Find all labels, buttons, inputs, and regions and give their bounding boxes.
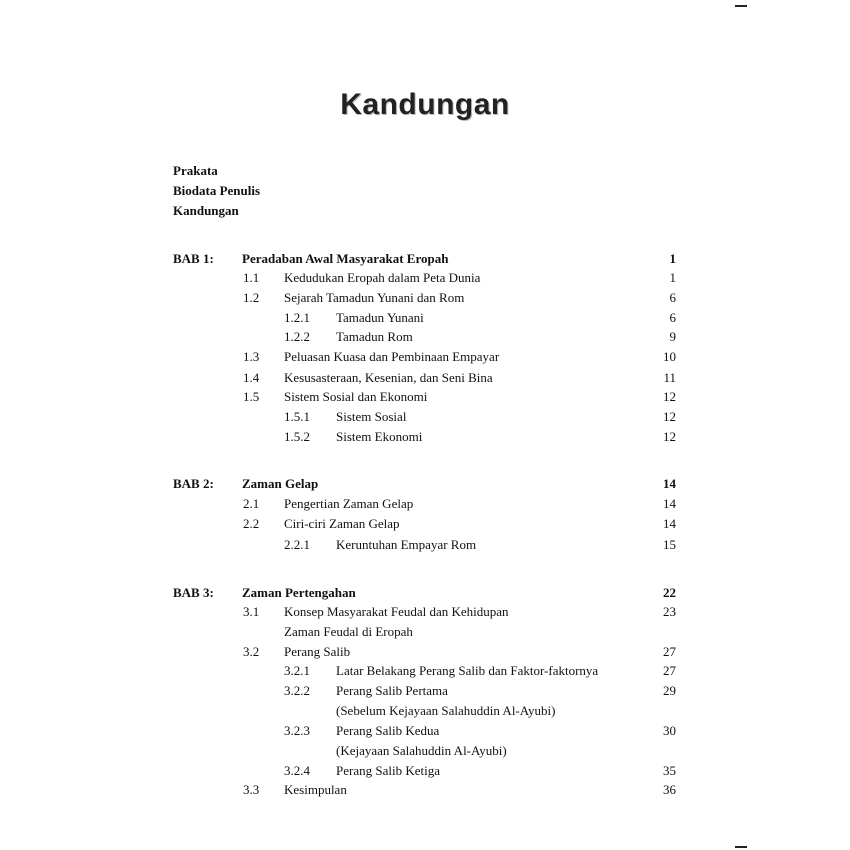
page-title: Kandungan bbox=[340, 88, 510, 121]
toc-title: Kesusasteraan, Kesenian, dan Seni Bina bbox=[284, 370, 493, 385]
toc-entry bbox=[0, 537, 850, 556]
toc-page-number: 9 bbox=[669, 329, 676, 344]
toc-entry bbox=[0, 290, 850, 309]
toc-title: Konsep Masyarakat Feudal dan Kehidupan bbox=[284, 604, 509, 619]
toc-entry bbox=[0, 624, 850, 643]
toc-number: 3.2 bbox=[243, 644, 260, 659]
toc-number: 1.3 bbox=[243, 349, 260, 364]
toc-number: 1.2.1 bbox=[284, 310, 310, 325]
toc-number: 1.5.2 bbox=[284, 429, 310, 444]
toc-title: Keruntuhan Empayar Rom bbox=[336, 537, 477, 552]
toc-entry bbox=[0, 585, 850, 604]
toc-title: Sistem Sosial bbox=[336, 409, 407, 424]
toc-title: Perang Salib Pertama bbox=[336, 683, 448, 698]
toc-page-number: 30 bbox=[663, 723, 676, 738]
toc-number: 3.3 bbox=[243, 782, 260, 797]
toc-entry bbox=[0, 409, 850, 428]
front-matter-item: Prakata bbox=[173, 163, 218, 178]
toc-title: Pengertian Zaman Gelap bbox=[284, 496, 414, 511]
toc-entry bbox=[0, 763, 850, 782]
toc-page-number: 6 bbox=[669, 290, 676, 305]
toc-title: Tamadun Yunani bbox=[336, 310, 424, 325]
toc-title: (Kejayaan Salahuddin Al-Ayubi) bbox=[336, 743, 507, 758]
crop-mark-top bbox=[735, 5, 747, 7]
toc-page-number: 36 bbox=[663, 782, 676, 797]
toc-entry bbox=[0, 329, 850, 348]
toc-entry bbox=[0, 782, 850, 801]
toc-page-number: 11 bbox=[663, 370, 676, 385]
toc-entry bbox=[0, 389, 850, 408]
toc-page-number: 27 bbox=[663, 663, 676, 678]
toc-title: Sistem Sosial dan Ekonomi bbox=[284, 389, 428, 404]
toc-page-number: 22 bbox=[663, 585, 676, 600]
toc-title: Zaman Feudal di Eropah bbox=[284, 624, 413, 639]
toc-number: 1.1 bbox=[243, 270, 260, 285]
toc-entry bbox=[0, 723, 850, 742]
toc-title: Zaman Pertengahan bbox=[242, 585, 356, 600]
toc-page-number: 14 bbox=[663, 516, 676, 531]
toc-title: Perang Salib Kedua bbox=[336, 723, 440, 738]
toc-title: Kesimpulan bbox=[284, 782, 347, 797]
toc-title: Latar Belakang Perang Salib dan Faktor-faktornya bbox=[336, 663, 599, 678]
toc-page-number: 14 bbox=[663, 476, 676, 491]
toc-title: Sistem Ekonomi bbox=[336, 429, 423, 444]
toc-page-number: 27 bbox=[663, 644, 676, 659]
toc-entry bbox=[0, 429, 850, 448]
crop-mark-bottom bbox=[735, 846, 747, 848]
toc-entry bbox=[0, 683, 850, 702]
toc-page-number: 29 bbox=[663, 683, 676, 698]
toc-title: Perang Salib bbox=[284, 644, 351, 659]
toc-number: 1.5.1 bbox=[284, 409, 310, 424]
toc-entry bbox=[0, 476, 850, 495]
toc-number: 3.2.4 bbox=[284, 763, 310, 778]
toc-number: 3.1 bbox=[243, 604, 260, 619]
toc-page-number: 12 bbox=[663, 429, 676, 444]
toc-page-number: 14 bbox=[663, 496, 676, 511]
toc-page-number: 15 bbox=[663, 537, 676, 552]
toc-page-number: 10 bbox=[663, 349, 676, 364]
toc-number: BAB 2: bbox=[173, 476, 214, 491]
front-matter-item: Kandungan bbox=[173, 203, 239, 218]
toc-title: Perang Salib Ketiga bbox=[336, 763, 440, 778]
toc-entry bbox=[0, 743, 850, 762]
toc-page-number: 1 bbox=[669, 251, 676, 266]
toc-number: 2.2 bbox=[243, 516, 260, 531]
toc-entry bbox=[0, 370, 850, 389]
toc-title: Zaman Gelap bbox=[242, 476, 319, 491]
toc-title: Kedudukan Eropah dalam Peta Dunia bbox=[284, 270, 481, 285]
toc-page-number: 6 bbox=[669, 310, 676, 325]
toc-page-number: 12 bbox=[663, 389, 676, 404]
toc-number: 3.2.1 bbox=[284, 663, 310, 678]
front-matter-item: Biodata Penulis bbox=[173, 183, 261, 198]
toc-entry bbox=[0, 496, 850, 515]
toc-number: BAB 3: bbox=[173, 585, 214, 600]
toc-title: Tamadun Rom bbox=[336, 329, 413, 344]
toc-page-number: 35 bbox=[663, 763, 676, 778]
toc-number: 1.5 bbox=[243, 389, 260, 404]
toc-number: 1.2.2 bbox=[284, 329, 310, 344]
toc-entry bbox=[0, 703, 850, 722]
toc-page-number: 12 bbox=[663, 409, 676, 424]
toc-entry bbox=[0, 349, 850, 368]
toc-title: Ciri-ciri Zaman Gelap bbox=[284, 516, 400, 531]
toc-number: BAB 1: bbox=[173, 251, 214, 266]
toc-entry bbox=[0, 251, 850, 270]
toc-title: Peradaban Awal Masyarakat Eropah bbox=[242, 251, 449, 266]
toc-entry bbox=[0, 516, 850, 535]
toc-number: 3.2.2 bbox=[284, 683, 310, 698]
toc-number: 2.2.1 bbox=[284, 537, 310, 552]
toc-title: Sejarah Tamadun Yunani dan Rom bbox=[284, 290, 465, 305]
toc-title: Peluasan Kuasa dan Pembinaan Empayar bbox=[284, 349, 500, 364]
toc-entry bbox=[0, 663, 850, 682]
toc-page-number: 1 bbox=[669, 270, 676, 285]
toc-entry bbox=[0, 310, 850, 329]
toc-page-number: 23 bbox=[663, 604, 676, 619]
toc-number: 3.2.3 bbox=[284, 723, 310, 738]
toc-entry bbox=[0, 604, 850, 623]
toc-entry bbox=[0, 270, 850, 289]
toc-number: 1.2 bbox=[243, 290, 260, 305]
toc-title: (Sebelum Kejayaan Salahuddin Al-Ayubi) bbox=[336, 703, 556, 718]
toc-number: 2.1 bbox=[243, 496, 260, 511]
toc-number: 1.4 bbox=[243, 370, 260, 385]
toc-entry bbox=[0, 644, 850, 663]
